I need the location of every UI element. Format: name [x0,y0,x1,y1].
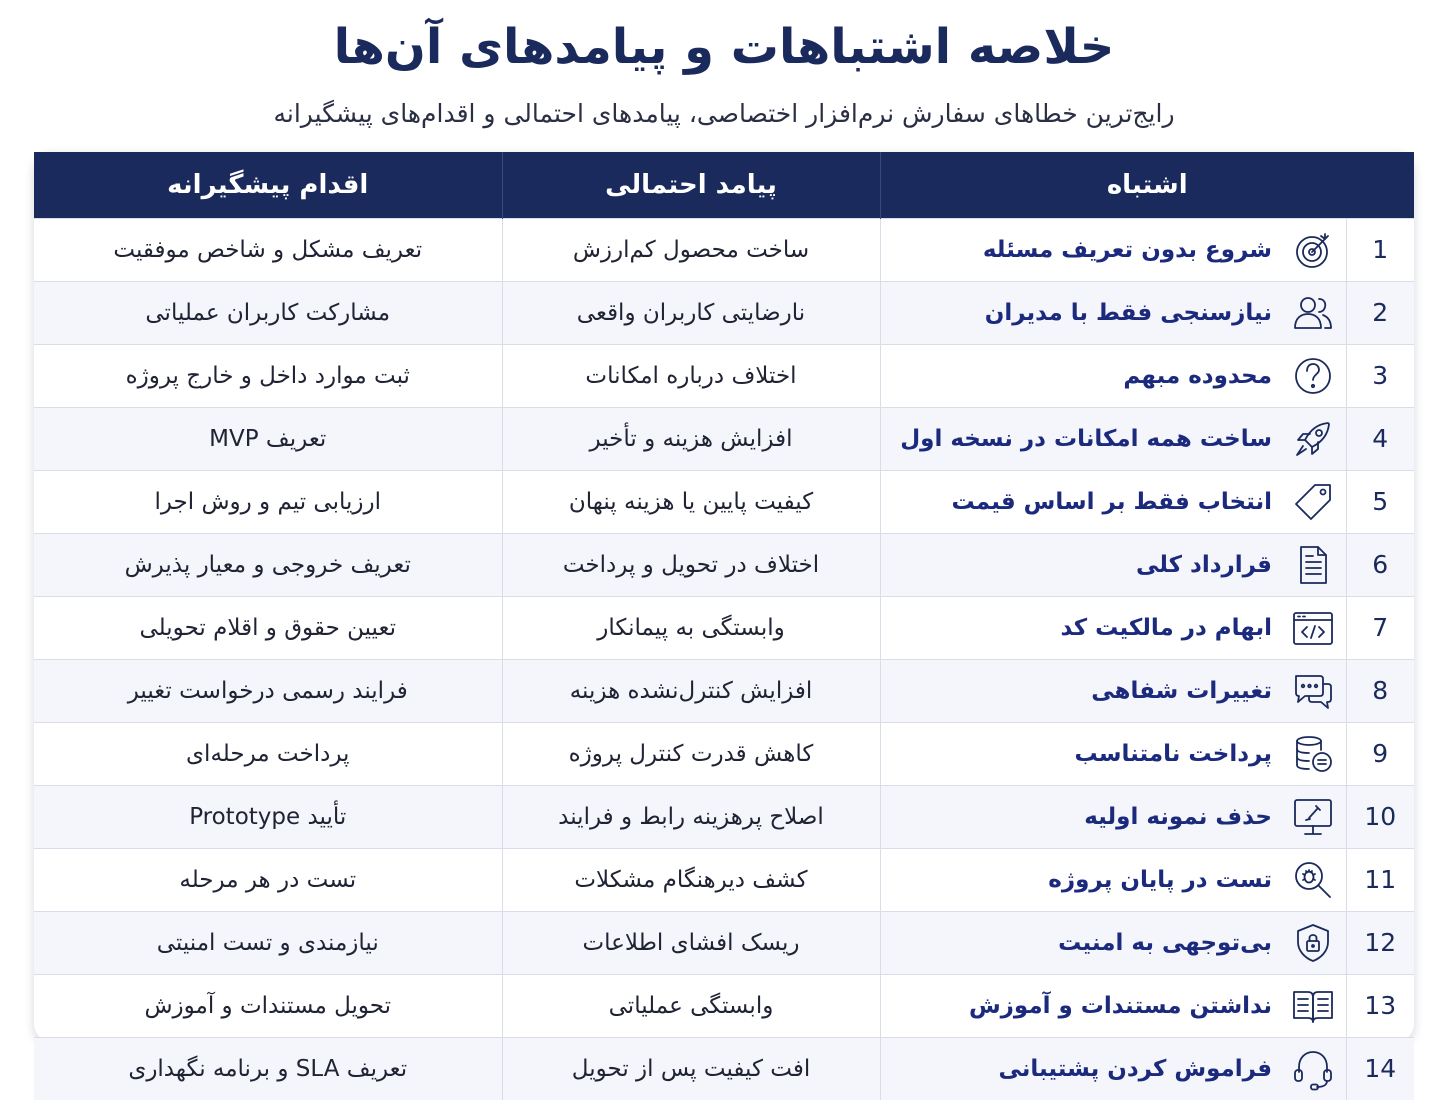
mistake-cell: شروع بدون تعریف مسئله [880,218,1280,281]
row-number: 8 [1346,659,1414,722]
page-title: خلاصه اشتباهات و پیامدهای آن‌ها [333,19,1115,75]
consequence-cell: افت کیفیت پس از تحویل [502,1037,880,1100]
mistakes-table-card [34,152,1414,1084]
price-tag-icon [1290,479,1336,525]
consequence-cell: کیفیت پایین یا هزینه پنهان [502,470,880,533]
mistake-cell: حذف نمونه اولیه [880,785,1280,848]
table-row [34,722,1414,785]
row-number: 14 [1346,1037,1414,1100]
table-row [34,785,1414,848]
users-icon [1290,290,1336,336]
row-icon-cell [1280,218,1346,281]
row-number: 7 [1346,596,1414,659]
table-row [34,1037,1414,1100]
prevention-cell: تست در هر مرحله [34,848,502,911]
prevention-cell: فرایند رسمی درخواست تغییر [34,659,502,722]
chat-bubbles-icon [1290,668,1336,714]
row-number: 9 [1346,722,1414,785]
page-subtitle: رایج‌ترین خطاهای سفارش نرم‌افزار اختصاصی، پیامدهای احتمالی و اقدام‌های پیشگیرانه [273,99,1175,128]
mistake-cell: انتخاب فقط بر اساس قیمت [880,470,1280,533]
mistakes-table [34,152,1414,1100]
row-number: 2 [1346,281,1414,344]
code-window-icon [1290,605,1336,651]
table-header-row [34,152,1414,218]
mistake-cell: تغییرات شفاهی [880,659,1280,722]
table-row [34,470,1414,533]
row-number: 13 [1346,974,1414,1037]
coins-icon [1290,731,1336,777]
table-row [34,848,1414,911]
shield-lock-icon [1290,920,1336,966]
table-row [34,533,1414,596]
table-row [34,407,1414,470]
consequence-cell: اختلاف درباره امکانات [502,344,880,407]
row-number: 5 [1346,470,1414,533]
row-number: 4 [1346,407,1414,470]
row-icon-cell [1280,1037,1346,1100]
row-icon-cell [1280,533,1346,596]
mistake-cell: نیازسنجی فقط با مدیران [880,281,1280,344]
prevention-cell: تعریف مشکل و شاخص موفقیت [34,218,502,281]
consequence-cell: وابستگی عملیاتی [502,974,880,1037]
mistake-cell: محدوده مبهم [880,344,1280,407]
row-icon-cell [1280,911,1346,974]
row-icon-cell [1280,785,1346,848]
consequence-cell: ریسک افشای اطلاعات [502,911,880,974]
question-icon [1290,353,1336,399]
mistake-cell: قرارداد کلی [880,533,1280,596]
row-icon-cell [1280,974,1346,1037]
prevention-cell: ارزیابی تیم و روش اجرا [34,470,502,533]
prevention-cell: مشارکت کاربران عملیاتی [34,281,502,344]
prevention-cell: پرداخت مرحله‌ای [34,722,502,785]
table-row [34,281,1414,344]
mistake-cell: فراموش کردن پشتیبانی [880,1037,1280,1100]
open-book-icon [1290,983,1336,1029]
row-number: 10 [1346,785,1414,848]
prevention-cell: تحویل مستندات و آموزش [34,974,502,1037]
document-icon [1290,542,1336,588]
row-icon-cell [1280,407,1346,470]
prevention-cell: تأیید Prototype [34,785,502,848]
prevention-cell: ثبت موارد داخل و خارج پروژه [34,344,502,407]
consequence-cell: کشف دیرهنگام مشکلات [502,848,880,911]
row-number: 11 [1346,848,1414,911]
mistake-cell: ابهام در مالکیت کد [880,596,1280,659]
consequence-cell: اختلاف در تحویل و پرداخت [502,533,880,596]
rocket-icon [1290,416,1336,462]
consequence-cell: ساخت محصول کم‌ارزش [502,218,880,281]
headset-icon [1290,1046,1336,1092]
row-number: 12 [1346,911,1414,974]
table-row [34,596,1414,659]
row-icon-cell [1280,281,1346,344]
header-mistake: اشتباه [880,152,1414,218]
table-body [34,218,1414,1100]
table-row [34,344,1414,407]
header-consequence: پیامد احتمالی [502,152,880,218]
mistake-cell: نداشتن مستندات و آموزش [880,974,1280,1037]
table-row [34,659,1414,722]
header-prevention: اقدام پیشگیرانه [167,169,369,200]
prevention-cell: نیازمندی و تست امنیتی [34,911,502,974]
mistake-cell: تست در پایان پروژه [880,848,1280,911]
prevention-cell: تعیین حقوق و اقلام تحویلی [34,596,502,659]
prevention-cell: تعریف MVP [34,407,502,470]
consequence-cell: اصلاح پرهزینه رابط و فرایند [502,785,880,848]
prevention-cell: تعریف خروجی و معیار پذیرش [34,533,502,596]
row-icon-cell [1280,596,1346,659]
row-icon-cell [1280,344,1346,407]
monitor-design-icon [1290,794,1336,840]
row-number: 6 [1346,533,1414,596]
row-number: 3 [1346,344,1414,407]
consequence-cell: کاهش قدرت کنترل پروژه [502,722,880,785]
row-icon-cell [1280,848,1346,911]
consequence-cell: افزایش کنترل‌نشده هزینه [502,659,880,722]
table-row [34,911,1414,974]
mistake-cell: ساخت همه امکانات در نسخه اول [880,407,1280,470]
row-icon-cell [1280,659,1346,722]
row-icon-cell [1280,470,1346,533]
target-icon [1290,227,1336,273]
mistake-cell: بی‌توجهی به امنیت [880,911,1280,974]
consequence-cell: افزایش هزینه و تأخیر [502,407,880,470]
row-number: 1 [1346,218,1414,281]
table-row [34,974,1414,1037]
consequence-cell: وابستگی به پیمانکار [502,596,880,659]
table-row [34,218,1414,281]
mistake-cell: پرداخت نامتناسب [880,722,1280,785]
consequence-cell: نارضایتی کاربران واقعی [502,281,880,344]
prevention-cell: تعریف SLA و برنامه نگهداری [34,1037,502,1100]
row-icon-cell [1280,722,1346,785]
bug-search-icon [1290,857,1336,903]
